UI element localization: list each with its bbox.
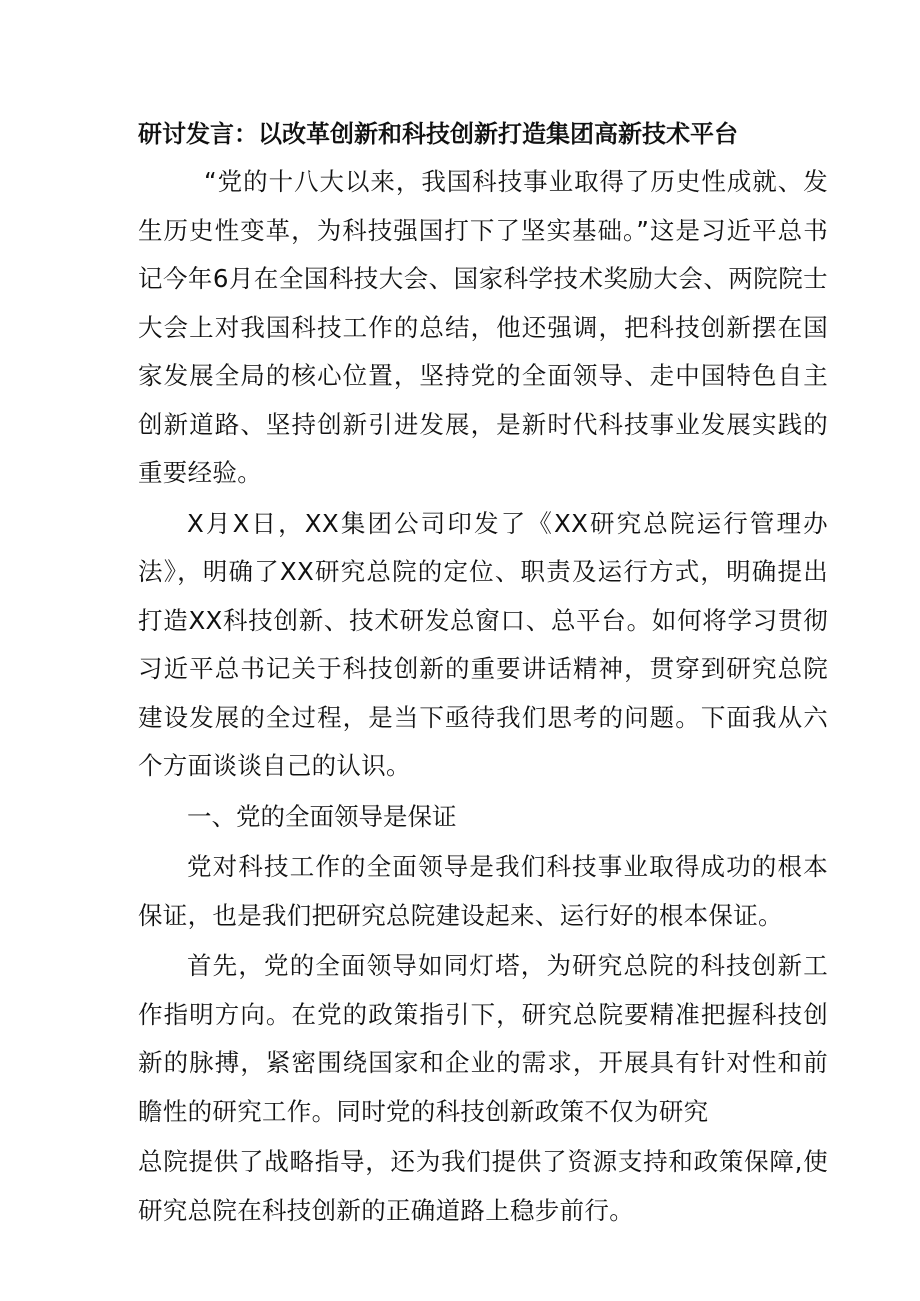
paragraph-quote: “党的十八大以来，我国科技事业取得了历史性成就、发生历史性变革，为科技强国打下了坚实基础。”这是习近平总书记今年6月在全国科技大会、国家科学技术奖励大会、两院院士大会上对我国科技工作的总结，他还强调，把科技创新摆在国家发展全局的核心位置，坚持党的全面领导、走中国特色自主创新道路、坚持创新引进发展，是新时代科技事业发展实践的重要经验。 [138,167,828,487]
paragraph-party-leadership: 党对科技工作的全面领导是我们科技事业取得成功的根本保证，也是我们把研究总院建设起来、运行好的根本保证。 [138,852,828,930]
document-title: 研讨发言：以改革创新和科技创新打造集团高新技术平台 [138,119,738,148]
paragraph-firstly: 首先，党的全面领导如同灯塔，为研究总院的科技创新工作指明方向。在党的政策指引下，研究总院要精准把握科技创新的脉搏，紧密围绕国家和企业的需求，开展具有针对性和前瞻性的研究工作。同时党的科技创新政策不仅为研究 [138,951,828,1126]
paragraph-continued: 总院提供了战略指导，还为我们提供了资源支持和政策保障,使研究总院在科技创新的正确道路上稳步前行。 [138,1147,828,1225]
document-body [138,110,828,1237]
section-heading-1: 一、党的全面领导是保证 [187,801,457,831]
paragraph-notice: X月X日，XX集团公司印发了《XX研究总院运行管理办法》，明确了XX研究总院的定位、职责及运行方式，明确提出打造XX科技创新、技术研发总窗口、总平台。如何将学习贯彻习近平总书记关于科技创新的重要讲话精神，贯穿到研究总院建设发展的全过程，是当下亟待我们思考的问题。下面我从六个方面谈谈自己的认识。 [138,508,828,780]
